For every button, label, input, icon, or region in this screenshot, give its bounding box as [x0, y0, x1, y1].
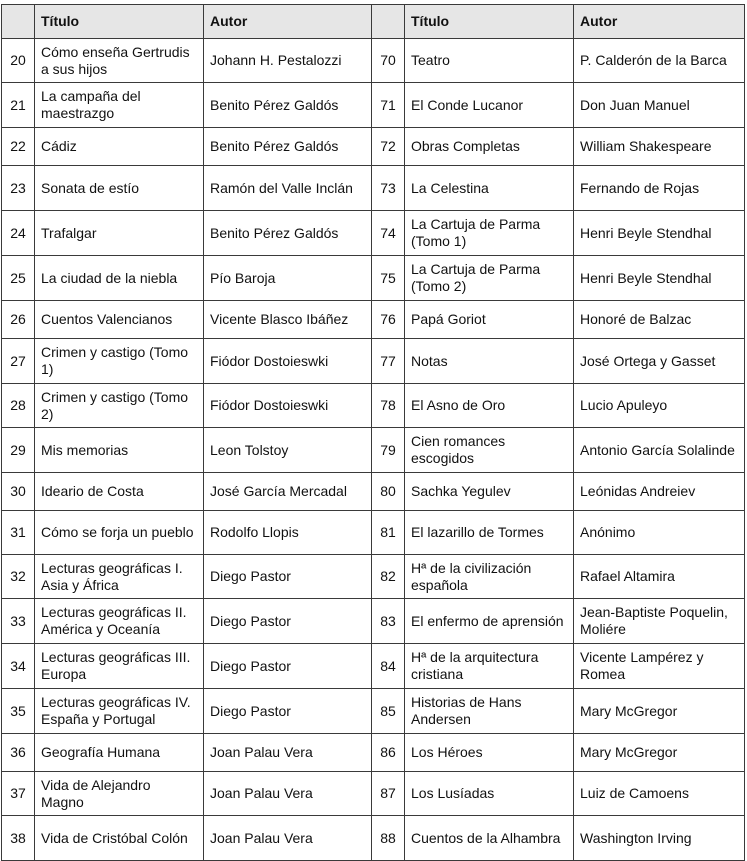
- book-title-left: Lecturas geográficas I. Asia y África: [35, 555, 204, 599]
- book-number-right: 88: [372, 816, 405, 861]
- header-number-right: [372, 5, 405, 39]
- book-title-right: Papá Goriot: [405, 301, 574, 339]
- book-number-left: 30: [2, 473, 35, 511]
- book-number-left: 38: [2, 816, 35, 861]
- book-author-left: Benito Pérez Galdós: [204, 211, 372, 256]
- header-row: [2, 5, 745, 39]
- header-title-right: Título: [405, 5, 574, 39]
- table-row: [2, 689, 745, 734]
- table-row: [2, 166, 745, 211]
- book-title-left: Cómo se forja un pueblo: [35, 511, 204, 555]
- book-number-right: 76: [372, 301, 405, 339]
- book-author-left: Fiódor Dostoieswki: [204, 339, 372, 384]
- book-number-right: 77: [372, 339, 405, 384]
- book-title-left: Crimen y castigo (Tomo 2): [35, 384, 204, 428]
- book-author-left: Leon Tolstoy: [204, 428, 372, 473]
- book-author-right: Vicente Lampérez y Romea: [574, 644, 745, 689]
- table-row: [2, 83, 745, 128]
- table-row: [2, 734, 745, 772]
- book-number-left: 21: [2, 83, 35, 128]
- header-author-left: Autor: [204, 5, 372, 39]
- book-number-right: 70: [372, 39, 405, 83]
- book-number-right: 81: [372, 511, 405, 555]
- table-row: [2, 384, 745, 428]
- book-author-left: Fiódor Dostoieswki: [204, 384, 372, 428]
- book-number-right: 73: [372, 166, 405, 211]
- book-author-right: P. Calderón de la Barca: [574, 39, 745, 83]
- table-row: [2, 772, 745, 816]
- book-title-left: Trafalgar: [35, 211, 204, 256]
- book-number-right: 75: [372, 256, 405, 301]
- book-number-right: 84: [372, 644, 405, 689]
- book-number-left: 34: [2, 644, 35, 689]
- book-title-left: Cuentos Valencianos: [35, 301, 204, 339]
- header-author-right: Autor: [574, 5, 745, 39]
- book-author-right: Henri Beyle Stendhal: [574, 211, 745, 256]
- book-number-right: 83: [372, 599, 405, 644]
- book-title-right: Hª de la arquitectura cristiana: [405, 644, 574, 689]
- book-number-left: 22: [2, 128, 35, 166]
- book-number-right: 82: [372, 555, 405, 599]
- book-number-left: 32: [2, 555, 35, 599]
- book-number-left: 27: [2, 339, 35, 384]
- table-row: [2, 473, 745, 511]
- table-row: [2, 599, 745, 644]
- book-author-right: Honoré de Balzac: [574, 301, 745, 339]
- book-author-left: Joan Palau Vera: [204, 816, 372, 861]
- book-title-left: Cádiz: [35, 128, 204, 166]
- book-author-right: Mary McGregor: [574, 689, 745, 734]
- book-author-right: Antonio García Solalinde: [574, 428, 745, 473]
- book-title-left: La campaña del maestrazgo: [35, 83, 204, 128]
- book-number-left: 23: [2, 166, 35, 211]
- book-author-left: Vicente Blasco Ibáñez: [204, 301, 372, 339]
- book-title-right: Cuentos de la Alhambra: [405, 816, 574, 861]
- book-author-left: Diego Pastor: [204, 555, 372, 599]
- book-title-right: El Asno de Oro: [405, 384, 574, 428]
- book-number-left: 29: [2, 428, 35, 473]
- book-title-right: Notas: [405, 339, 574, 384]
- book-title-left: Crimen y castigo (Tomo 1): [35, 339, 204, 384]
- book-author-left: Benito Pérez Galdós: [204, 128, 372, 166]
- book-number-left: 31: [2, 511, 35, 555]
- book-title-right: La Celestina: [405, 166, 574, 211]
- book-title-left: Sonata de estío: [35, 166, 204, 211]
- book-number-left: 20: [2, 39, 35, 83]
- book-author-right: Henri Beyle Stendhal: [574, 256, 745, 301]
- book-number-left: 36: [2, 734, 35, 772]
- book-author-right: Don Juan Manuel: [574, 83, 745, 128]
- book-number-right: 80: [372, 473, 405, 511]
- book-author-right: William Shakespeare: [574, 128, 745, 166]
- book-title-right: Sachka Yegulev: [405, 473, 574, 511]
- book-number-left: 35: [2, 689, 35, 734]
- book-author-left: Rodolfo Llopis: [204, 511, 372, 555]
- book-author-right: Jean-Baptiste Poquelin, Moliére: [574, 599, 745, 644]
- table-row: [2, 816, 745, 861]
- header-number-left: [2, 5, 35, 39]
- book-author-left: Johann H. Pestalozzi: [204, 39, 372, 83]
- book-title-left: Cómo enseña Gertrudis a sus hijos: [35, 39, 204, 83]
- book-author-right: Rafael Altamira: [574, 555, 745, 599]
- book-author-left: José García Mercadal: [204, 473, 372, 511]
- book-title-right: El enfermo de aprensión: [405, 599, 574, 644]
- book-title-left: Vida de Alejandro Magno: [35, 772, 204, 816]
- book-author-right: Washington Irving: [574, 816, 745, 861]
- book-author-left: Pío Baroja: [204, 256, 372, 301]
- book-number-right: 79: [372, 428, 405, 473]
- book-author-left: Diego Pastor: [204, 689, 372, 734]
- book-author-left: Joan Palau Vera: [204, 772, 372, 816]
- book-author-left: Benito Pérez Galdós: [204, 83, 372, 128]
- book-title-right: Los Héroes: [405, 734, 574, 772]
- book-title-right: Cien romances escogidos: [405, 428, 574, 473]
- table-row: [2, 39, 745, 83]
- book-title-left: Lecturas geográficas II. América y Oceanía: [35, 599, 204, 644]
- book-title-right: La Cartuja de Parma (Tomo 1): [405, 211, 574, 256]
- book-author-right: Fernando de Rojas: [574, 166, 745, 211]
- book-author-right: Anónimo: [574, 511, 745, 555]
- book-title-left: Vida de Cristóbal Colón: [35, 816, 204, 861]
- book-author-right: Leónidas Andreiev: [574, 473, 745, 511]
- book-author-right: Luiz de Camoens: [574, 772, 745, 816]
- book-number-right: 74: [372, 211, 405, 256]
- book-number-right: 71: [372, 83, 405, 128]
- book-title-right: Historias de Hans Andersen: [405, 689, 574, 734]
- book-number-right: 78: [372, 384, 405, 428]
- book-title-right: Teatro: [405, 39, 574, 83]
- book-number-right: 87: [372, 772, 405, 816]
- book-list-table: [1, 4, 745, 861]
- book-number-left: 33: [2, 599, 35, 644]
- table-row: [2, 511, 745, 555]
- book-number-left: 24: [2, 211, 35, 256]
- book-author-right: José Ortega y Gasset: [574, 339, 745, 384]
- book-number-left: 25: [2, 256, 35, 301]
- book-title-left: Mis memorias: [35, 428, 204, 473]
- table-row: [2, 428, 745, 473]
- book-title-right: La Cartuja de Parma (Tomo 2): [405, 256, 574, 301]
- book-author-left: Joan Palau Vera: [204, 734, 372, 772]
- book-author-right: Mary McGregor: [574, 734, 745, 772]
- book-number-right: 72: [372, 128, 405, 166]
- book-title-right: El lazarillo de Tormes: [405, 511, 574, 555]
- book-title-left: Lecturas geográficas IV. España y Portugal: [35, 689, 204, 734]
- book-number-right: 85: [372, 689, 405, 734]
- book-title-left: Ideario de Costa: [35, 473, 204, 511]
- book-title-right: Hª de la civilización española: [405, 555, 574, 599]
- table-row: [2, 256, 745, 301]
- book-number-left: 26: [2, 301, 35, 339]
- table-row: [2, 555, 745, 599]
- book-title-right: Obras Completas: [405, 128, 574, 166]
- book-title-right: Los Lusíadas: [405, 772, 574, 816]
- table-row: [2, 211, 745, 256]
- book-title-left: La ciudad de la niebla: [35, 256, 204, 301]
- book-number-left: 28: [2, 384, 35, 428]
- book-author-left: Diego Pastor: [204, 644, 372, 689]
- book-author-left: Ramón del Valle Inclán: [204, 166, 372, 211]
- table-row: [2, 644, 745, 689]
- book-title-left: Geografía Humana: [35, 734, 204, 772]
- table-row: [2, 128, 745, 166]
- book-number-left: 37: [2, 772, 35, 816]
- book-title-right: El Conde Lucanor: [405, 83, 574, 128]
- book-number-right: 86: [372, 734, 405, 772]
- book-author-right: Lucio Apuleyo: [574, 384, 745, 428]
- book-title-left: Lecturas geográficas III. Europa: [35, 644, 204, 689]
- table-row: [2, 301, 745, 339]
- header-title-left: Título: [35, 5, 204, 39]
- table-row: [2, 339, 745, 384]
- book-author-left: Diego Pastor: [204, 599, 372, 644]
